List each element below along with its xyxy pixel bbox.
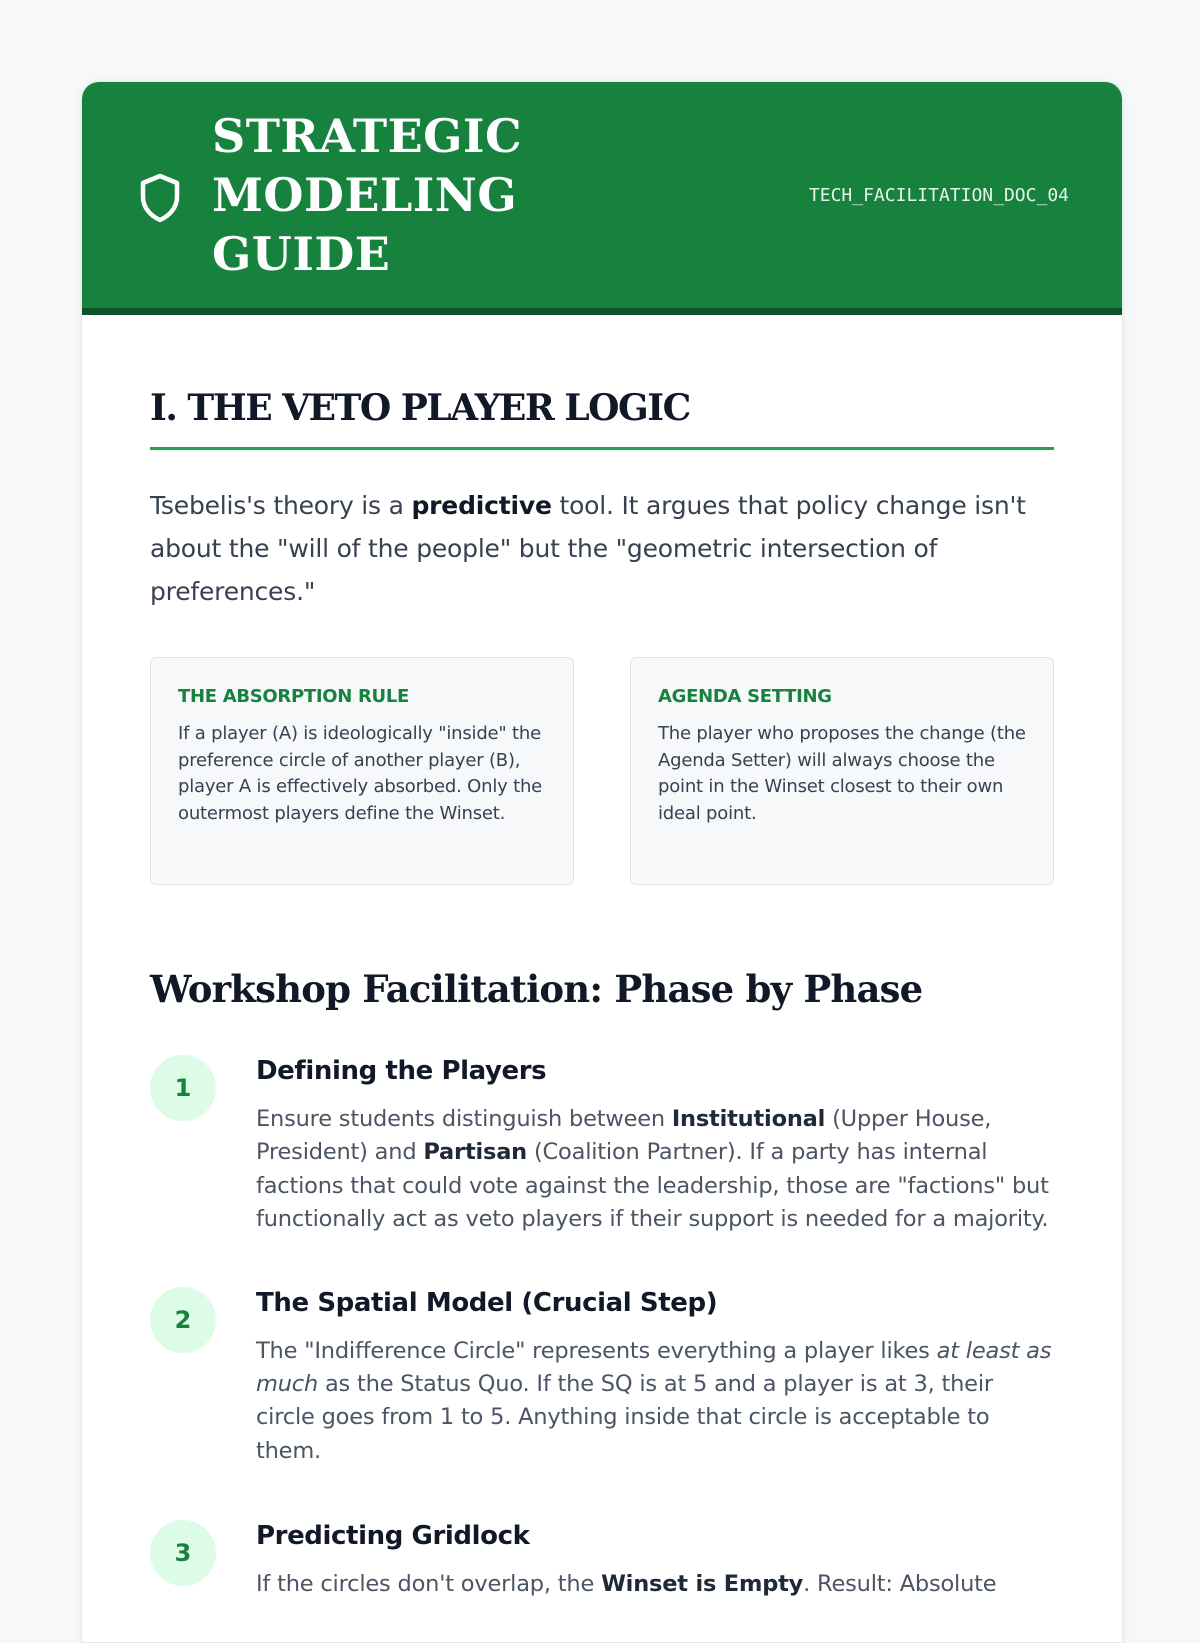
phase-number-badge: 1 (150, 1055, 216, 1121)
phase-emphasis: Institutional (671, 1106, 826, 1132)
phase-number-badge: 3 (150, 1520, 216, 1586)
intro-text: Tsebelis's theory is a (150, 491, 412, 520)
callout-title: THE ABSORPTION RULE (178, 686, 410, 707)
phase-heading: Defining the Players (256, 1056, 547, 1086)
guide-card (81, 81, 1123, 1643)
phase-text-part: . Result: Absolute (803, 1571, 997, 1598)
phase-text-part: Ensure students distinguish between (256, 1106, 672, 1132)
document-id: TECH_FACILITATION_DOC_04 (808, 184, 1069, 206)
header-banner (82, 82, 1122, 315)
phase-text-part: (Upper House, President) and (256, 1106, 992, 1166)
shield-icon (138, 173, 182, 223)
phase-text (256, 1335, 1054, 1469)
phase-emphasis: Winset is Empty (601, 1571, 804, 1598)
callout-absorption-rule (150, 657, 574, 885)
phase-text-part: as the Status Quo. If the SQ is at 5 and a player is at 3, their circle goes from 1 to 5. Anything inside that circle is acceptable to them. (256, 1371, 993, 1464)
phase-text-part: If the circles don't overlap, the (256, 1571, 602, 1598)
phase-emphasis-italic: at least as much (256, 1337, 1052, 1398)
callout-row (150, 657, 1054, 885)
intro-text: tool. It argues that policy change isn't about the "will of the people" but the "geometric intersection of preferences." (150, 491, 1026, 606)
phase-heading: The Spatial Model (Crucial Step) (256, 1287, 718, 1318)
phase-content (256, 1287, 1054, 1469)
phase-item (150, 1520, 1054, 1601)
phase-text-part: The "Indifference Circle" represents everything a player likes (256, 1337, 937, 1364)
brand (138, 107, 682, 284)
callout-text: The player who proposes the change (the Agenda Setter) will always choose the point in the Winset closest to their own ideal point. (658, 723, 1026, 824)
phase-content (256, 1055, 1054, 1237)
phase-emphasis: Partisan (423, 1139, 528, 1166)
content (82, 387, 1122, 1602)
callout-text: If a player (A) is ideologically "inside" the preference circle of another player (B), player A is effectively absorbed. Only the outermost players define the Winset. (178, 723, 543, 824)
phase-number-badge: 2 (150, 1287, 216, 1353)
callout-agenda-setting (630, 657, 1054, 885)
phase-item (150, 1055, 1054, 1237)
phase-heading: Predicting Gridlock (256, 1521, 530, 1552)
callout-title: AGENDA SETTING (658, 686, 832, 707)
phase-text-part: (Coalition Partner). If a party has internal factions that could vote against the leadership, those are "factions" but functionally act as veto players if their support is needed for a majority. (256, 1139, 1049, 1233)
intro-emphasis: predictive (411, 491, 552, 520)
phase-text (256, 1103, 1054, 1237)
phase-content (256, 1520, 996, 1601)
workshop-title: Workshop Facilitation: Phase by Phase (150, 967, 923, 1011)
phase-item (150, 1287, 1054, 1469)
section-title: I. THE VETO PLAYER LOGIC (150, 387, 1054, 450)
phase-text (256, 1568, 996, 1601)
page-title: STRATEGIC MODELING GUIDE (212, 108, 523, 281)
intro-paragraph (150, 484, 1054, 613)
